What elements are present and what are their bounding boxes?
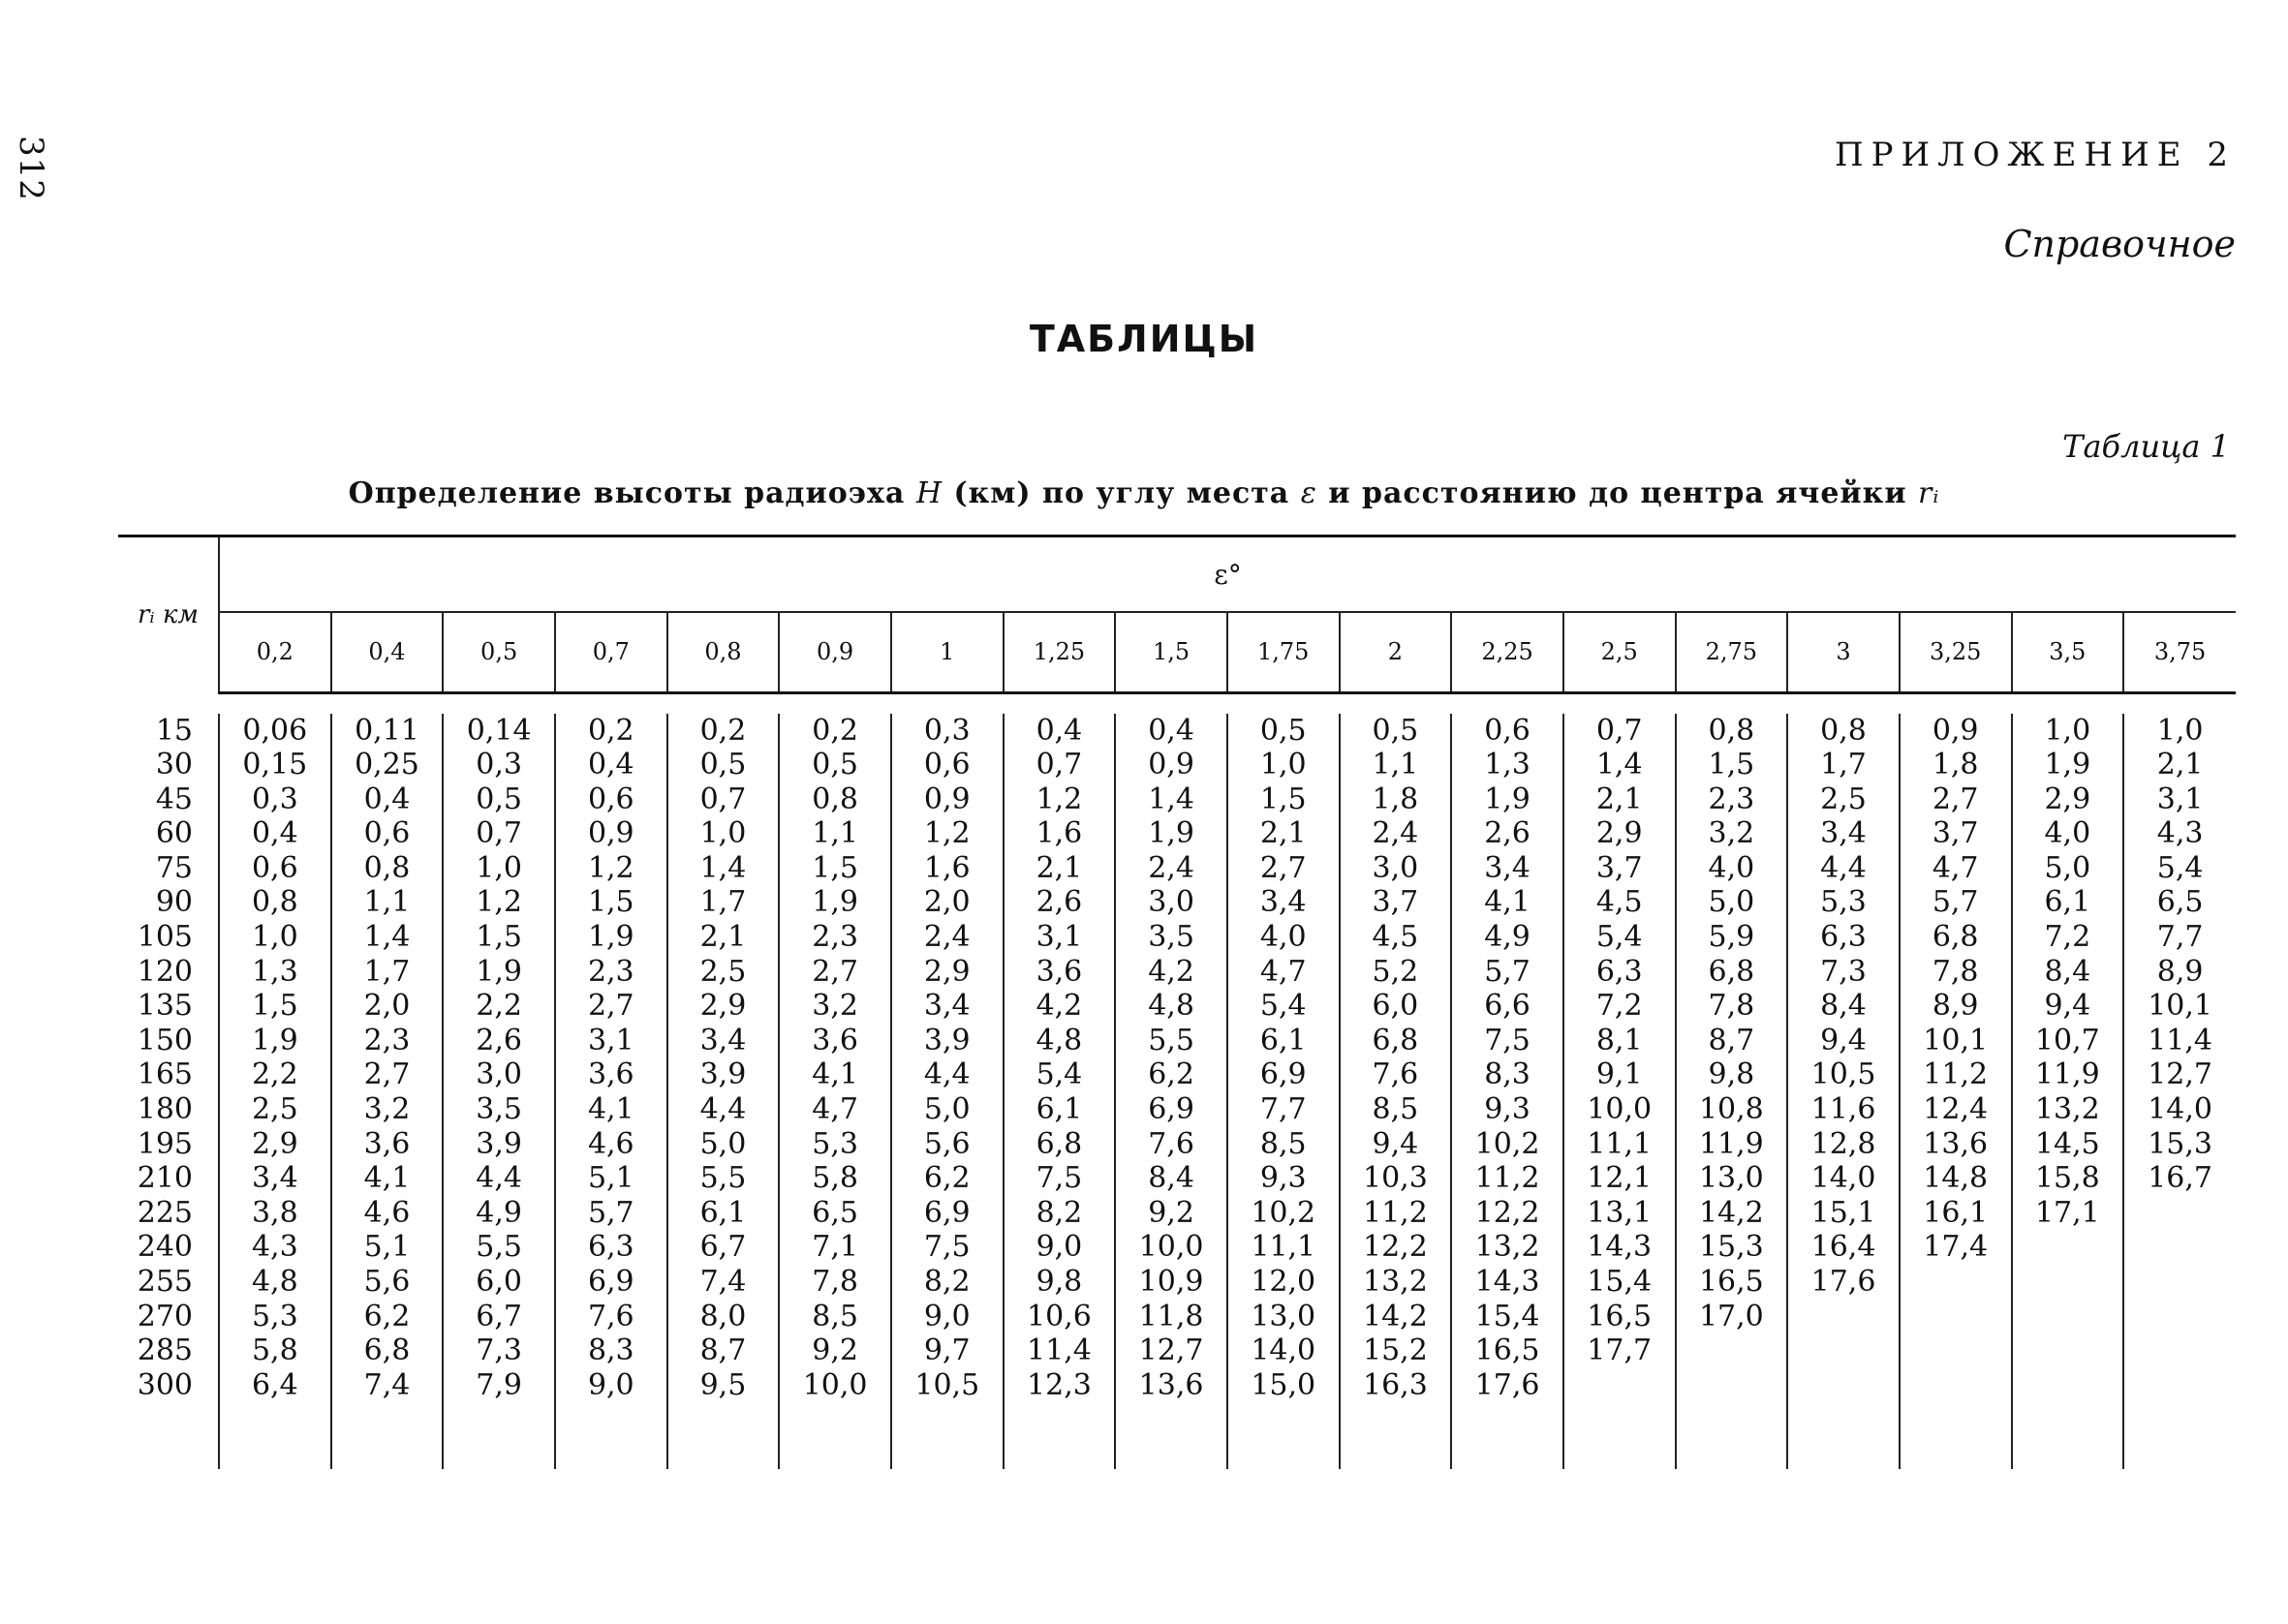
angle-header-14: 3 — [1787, 612, 1900, 692]
angle-header-15: 3,25 — [1900, 612, 2012, 692]
header-eps: ε° — [219, 536, 2236, 613]
angle-header-17: 3,75 — [2123, 612, 2236, 692]
caption-text-3: и расстоянию до центра ячейки — [1328, 476, 1907, 510]
header-ri-label: rᵢ км — [137, 600, 199, 629]
table-caption — [0, 476, 2288, 510]
angle-header-2: 0,5 — [443, 612, 555, 692]
angle-header-8: 1,5 — [1115, 612, 1227, 692]
section-title: ТАБЛИЦЫ — [1029, 318, 1259, 360]
appendix-title: ПРИЛОЖЕНИЕ 2 — [1834, 136, 2236, 174]
value-column-12: 0,7 1,4 2,1 2,9 3,7 4,5 5,4 6,3 7,2 8,1 9,1 10,0 11,1 12,1 13,1 14,3 15,4 16,5 17,7 — [1563, 714, 1676, 1469]
angle-header-11: 2,25 — [1451, 612, 1563, 692]
table-label: Таблица 1 — [2062, 428, 2230, 465]
caption-eps-symbol: ε — [1300, 476, 1317, 510]
value-column-1: 0,11 0,25 0,4 0,6 0,8 1,1 1,4 1,7 2,0 2,3 2,7 3,2 3,6 4,1 4,6 5,1 5,6 6,2 6,8 7,4 — [331, 714, 444, 1469]
table-body-row — [118, 714, 2236, 1469]
header-ri — [118, 536, 219, 693]
value-column-15: 0,9 1,8 2,7 3,7 4,7 5,7 6,8 7,8 8,9 10,1 11,2 12,4 13,6 14,8 16,1 17,4 — [1900, 714, 2012, 1469]
value-column-14: 0,8 1,7 2,5 3,4 4,4 5,3 6,3 7,3 8,4 9,4 10,5 11,6 12,8 14,0 15,1 16,4 17,6 — [1787, 714, 1900, 1469]
angle-header-9: 1,75 — [1227, 612, 1340, 692]
value-column-16: 1,0 1,9 2,9 4,0 5,0 6,1 7,2 8,4 9,4 10,7 11,9 13,2 14,5 15,8 17,1 — [2012, 714, 2124, 1469]
angle-header-1: 0,4 — [331, 612, 444, 692]
radio-echo-height-table — [118, 535, 2236, 1469]
angle-header-13: 2,75 — [1676, 612, 1788, 692]
value-column-8: 0,4 0,9 1,4 1,9 2,4 3,0 3,5 4,2 4,8 5,5 6,2 6,9 7,6 8,4 9,2 10,0 10,9 11,8 12,7 13,6 — [1115, 714, 1227, 1469]
value-column-0: 0,06 0,15 0,3 0,4 0,6 0,8 1,0 1,3 1,5 1,9 2,2 2,5 2,9 3,4 3,8 4,3 4,8 5,3 5,8 6,4 — [242, 713, 308, 1402]
angle-header-5: 0,9 — [779, 612, 891, 692]
value-column-11: 0,6 1,3 1,9 2,6 3,4 4,1 4,9 5,7 6,6 7,5 8,3 9,3 10,2 11,2 12,2 13,2 14,3 15,4 16,5 17,6 — [1451, 714, 1563, 1469]
angle-header-10: 2 — [1340, 612, 1452, 692]
value-column-9: 0,5 1,0 1,5 2,1 2,7 3,4 4,0 4,7 5,4 6,1 6,9 7,7 8,5 9,3 10,2 11,1 12,0 13,0 14,0 15,0 — [1227, 714, 1340, 1469]
caption-text-2: (км) по углу места — [953, 476, 1290, 510]
ri-values-column: 15 30 45 60 75 90 105 120 135 150 165 180 195 210 225 240 255 270 285 300 — [118, 714, 219, 1469]
caption-h-symbol: H — [915, 476, 943, 510]
caption-text: Определение высоты радиоэха — [348, 476, 906, 510]
value-column-17: 1,0 2,1 3,1 4,3 5,4 6,5 7,7 8,9 10,1 11,4 12,7 14,0 15,3 16,7 — [2123, 714, 2236, 1469]
value-column-2: 0,14 0,3 0,5 0,7 1,0 1,2 1,5 1,9 2,2 2,6 3,0 3,5 3,9 4,4 4,9 5,5 6,0 6,7 7,3 7,9 — [443, 714, 555, 1469]
angle-header-4: 0,8 — [667, 612, 780, 692]
value-column-7: 0,4 0,7 1,2 1,6 2,1 2,6 3,1 3,6 4,2 4,8 5,4 6,1 6,8 7,5 8,2 9,0 9,8 10,6 11,4 12,3 — [1004, 714, 1116, 1469]
value-column-4: 0,2 0,5 0,7 1,0 1,4 1,7 2,1 2,5 2,9 3,4 3,9 4,4 5,0 5,5 6,1 6,7 7,4 8,0 8,7 9,5 — [667, 714, 780, 1469]
angle-header-7: 1,25 — [1004, 612, 1116, 692]
angle-header-12: 2,5 — [1563, 612, 1676, 692]
value-column-10: 0,5 1,1 1,8 2,4 3,0 3,7 4,5 5,2 6,0 6,8 7,6 8,5 9,4 10,3 11,2 12,2 13,2 14,2 15,2 16,3 — [1340, 714, 1452, 1469]
angle-header-3: 0,7 — [555, 612, 667, 692]
page-number: 312 — [12, 136, 50, 201]
angle-header-row — [118, 612, 2236, 692]
value-column-6: 0,3 0,6 0,9 1,2 1,6 2,0 2,4 2,9 3,4 3,9 4,4 5,0 5,6 6,2 6,9 7,5 8,2 9,0 9,7 10,5 — [891, 714, 1004, 1469]
value-column-3: 0,2 0,4 0,6 0,9 1,2 1,5 1,9 2,3 2,7 3,1 3,6 4,1 4,6 5,1 5,7 6,3 6,9 7,6 8,3 9,0 — [555, 714, 667, 1469]
angle-header-6: 1 — [891, 612, 1004, 692]
appendix-status: Справочное — [2003, 223, 2236, 265]
caption-ri-symbol: rᵢ — [1918, 476, 1940, 510]
angle-header-16: 3,5 — [2012, 612, 2124, 692]
value-column-13: 0,8 1,5 2,3 3,2 4,0 5,0 5,9 6,8 7,8 8,7 9,8 10,8 11,9 13,0 14,2 15,3 16,5 17,0 — [1676, 714, 1788, 1469]
value-column-5: 0,2 0,5 0,8 1,1 1,5 1,9 2,3 2,7 3,2 3,6 4,1 4,7 5,3 5,8 6,5 7,1 7,8 8,5 9,2 10,0 — [779, 714, 891, 1469]
angle-header-0: 0,2 — [219, 612, 331, 692]
